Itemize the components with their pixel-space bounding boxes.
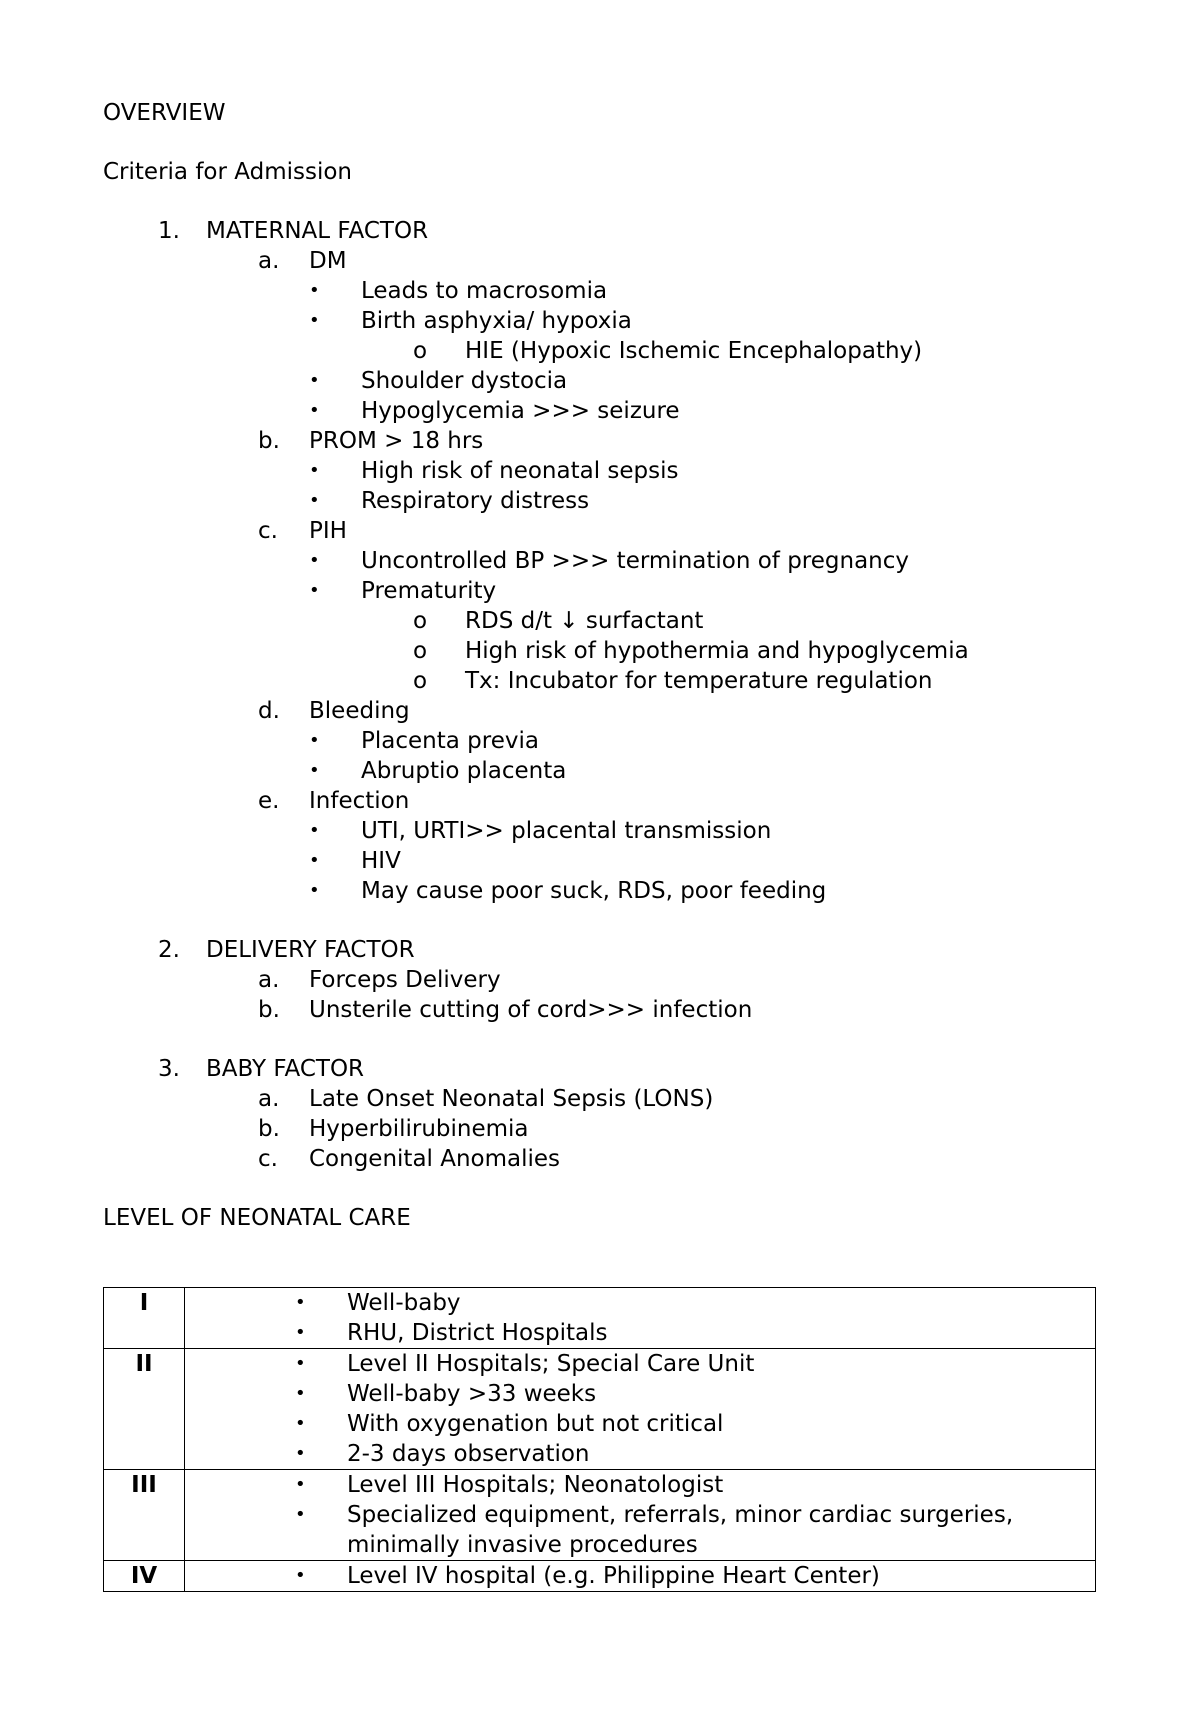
bullet-text: Abruptio placenta [361,758,567,784]
subitem-row [103,786,1103,816]
subitem-text: PIH [309,518,347,544]
care-level-label: IV [104,1561,185,1592]
bullet-icon: • [309,760,320,781]
care-item-text: RHU, District Hospitals [347,1320,608,1346]
care-level-row [104,1470,1096,1561]
care-item-text: 2-3 days observation [347,1441,590,1467]
bullet-text: Placenta previa [361,728,539,754]
bullet-row [103,816,1103,846]
bullet-text: Shoulder dystocia [361,368,568,394]
care-level-row [104,1288,1096,1349]
subitem-text: Hyperbilirubinemia [309,1116,529,1142]
care-item-text: Level III Hospitals; Neonatologist [347,1472,724,1498]
bullet-row [103,456,1103,486]
subitem-text: PROM > 18 hrs [309,428,484,454]
subitem-letter: a. [258,248,280,274]
subitem-letter: e. [258,788,280,814]
bullet-row [103,726,1103,756]
sub-bullet-icon: o [413,668,428,694]
document-page [103,98,1103,1233]
care-item-text: With oxygenation but not critical [347,1411,724,1437]
bullet-text: Birth asphyxia/ hypoxia [361,308,632,334]
sub-bullet-row [103,336,1103,366]
care-item-text: Well-baby >33 weeks [347,1381,597,1407]
bullet-icon: • [309,370,320,391]
bullet-icon: • [309,310,320,331]
section-row [103,935,1103,965]
bullet-text: Leads to macrosomia [361,278,608,304]
care-item [185,1349,1095,1379]
care-item [185,1470,1095,1500]
sub-bullet-text: High risk of hypothermia and hypoglycemia [465,638,969,664]
care-item-text: Level IV hospital (e.g. Philippine Heart Center) [347,1563,880,1589]
subitem-text: Late Onset Neonatal Sepsis (LONS) [309,1086,714,1112]
care-heading: LEVEL OF NEONATAL CARE [103,1205,411,1231]
bullet-row [103,306,1103,336]
care-level-label: III [104,1470,185,1561]
sub-bullet-icon: o [413,638,428,664]
neonatal-care-table [103,1287,1096,1592]
bullet-row [103,576,1103,606]
bullet-icon: • [309,820,320,841]
bullet-icon: • [295,1504,306,1525]
bullet-icon: • [295,1292,306,1313]
bullet-row [103,366,1103,396]
bullet-text: HIV [361,848,401,874]
bullet-icon: • [309,550,320,571]
bullet-row [103,756,1103,786]
care-heading-line [103,1203,1103,1233]
criteria-heading-line [103,157,1103,187]
bullet-icon: • [295,1474,306,1495]
bullet-text: May cause poor suck, RDS, poor feeding [361,878,827,904]
subitem-row [103,1114,1103,1144]
subitem-text: Forceps Delivery [309,967,501,993]
bullet-icon: • [295,1565,306,1586]
bullet-icon: • [309,460,320,481]
bullet-icon: • [309,850,320,871]
care-item [185,1379,1095,1409]
subitem-letter: d. [258,698,280,724]
bullet-icon: • [309,580,320,601]
care-level-items [185,1470,1096,1561]
care-item-text: Level II Hospitals; Special Care Unit [347,1351,755,1377]
section-number: 1. [158,218,180,244]
subitem-text: DM [309,248,347,274]
care-level-row [104,1349,1096,1470]
care-level-items [185,1561,1096,1592]
care-level-label: I [104,1288,185,1349]
sub-bullet-row [103,666,1103,696]
sub-bullet-text: RDS d/t ↓ surfactant [465,608,704,634]
care-item [185,1500,1095,1560]
bullet-row [103,396,1103,426]
sub-bullet-row [103,606,1103,636]
bullet-icon: • [295,1383,306,1404]
bullet-icon: • [295,1443,306,1464]
section-row [103,1054,1103,1084]
subitem-row [103,965,1103,995]
subitem-row [103,1084,1103,1114]
section-row [103,216,1103,246]
care-level-row [104,1561,1096,1592]
care-item-text: Well-baby [347,1290,461,1316]
bullet-icon: • [309,400,320,421]
subitem-letter: c. [258,518,278,544]
subitem-letter: b. [258,428,280,454]
criteria-heading: Criteria for Admission [103,159,352,185]
subitem-row [103,516,1103,546]
care-item-text: Specialized equipment, referrals, minor cardiac surgeries, minimally invasive procedures [347,1502,1014,1558]
bullet-row [103,276,1103,306]
subitem-text: Unsterile cutting of cord>>> infection [309,997,753,1023]
admission-outline [103,98,1103,1233]
bullet-row [103,486,1103,516]
subitem-text: Infection [309,788,410,814]
care-item [185,1288,1095,1318]
bullet-icon: • [295,1353,306,1374]
bullet-row [103,876,1103,906]
overview-heading: OVERVIEW [103,100,226,126]
subitem-row [103,426,1103,456]
bullet-text: High risk of neonatal sepsis [361,458,679,484]
subitem-letter: a. [258,967,280,993]
subitem-row [103,1144,1103,1174]
sub-bullet-text: Tx: Incubator for temperature regulation [465,668,933,694]
bullet-row [103,546,1103,576]
sub-bullet-text: HIE (Hypoxic Ischemic Encephalopathy) [465,338,923,364]
care-item [185,1561,1095,1591]
care-level-items [185,1349,1096,1470]
subitem-row [103,696,1103,726]
sub-bullet-icon: o [413,338,428,364]
care-level-label: II [104,1349,185,1470]
section-title: BABY FACTOR [206,1056,365,1082]
bullet-text: Respiratory distress [361,488,590,514]
bullet-text: UTI, URTI>> placental transmission [361,818,772,844]
bullet-icon: • [295,1413,306,1434]
bullet-text: Uncontrolled BP >>> termination of pregnancy [361,548,910,574]
bullet-text: Prematurity [361,578,497,604]
bullet-icon: • [309,490,320,511]
section-number: 2. [158,937,180,963]
care-item [185,1439,1095,1469]
care-level-items [185,1288,1096,1349]
section-title: MATERNAL FACTOR [206,218,429,244]
subitem-text: Bleeding [309,698,410,724]
subitem-letter: b. [258,997,280,1023]
subitem-letter: a. [258,1086,280,1112]
subitem-row [103,995,1103,1025]
bullet-icon: • [309,880,320,901]
bullet-icon: • [309,730,320,751]
overview-heading-line [103,98,1103,128]
bullet-row [103,846,1103,876]
sub-bullet-icon: o [413,608,428,634]
subitem-text: Congenital Anomalies [309,1146,561,1172]
bullet-icon: • [295,1322,306,1343]
care-item [185,1318,1095,1348]
bullet-icon: • [309,280,320,301]
subitem-letter: c. [258,1146,278,1172]
sub-bullet-row [103,636,1103,666]
subitem-letter: b. [258,1116,280,1142]
section-title: DELIVERY FACTOR [206,937,415,963]
bullet-text: Hypoglycemia >>> seizure [361,398,680,424]
subitem-row [103,246,1103,276]
care-item [185,1409,1095,1439]
section-number: 3. [158,1056,180,1082]
